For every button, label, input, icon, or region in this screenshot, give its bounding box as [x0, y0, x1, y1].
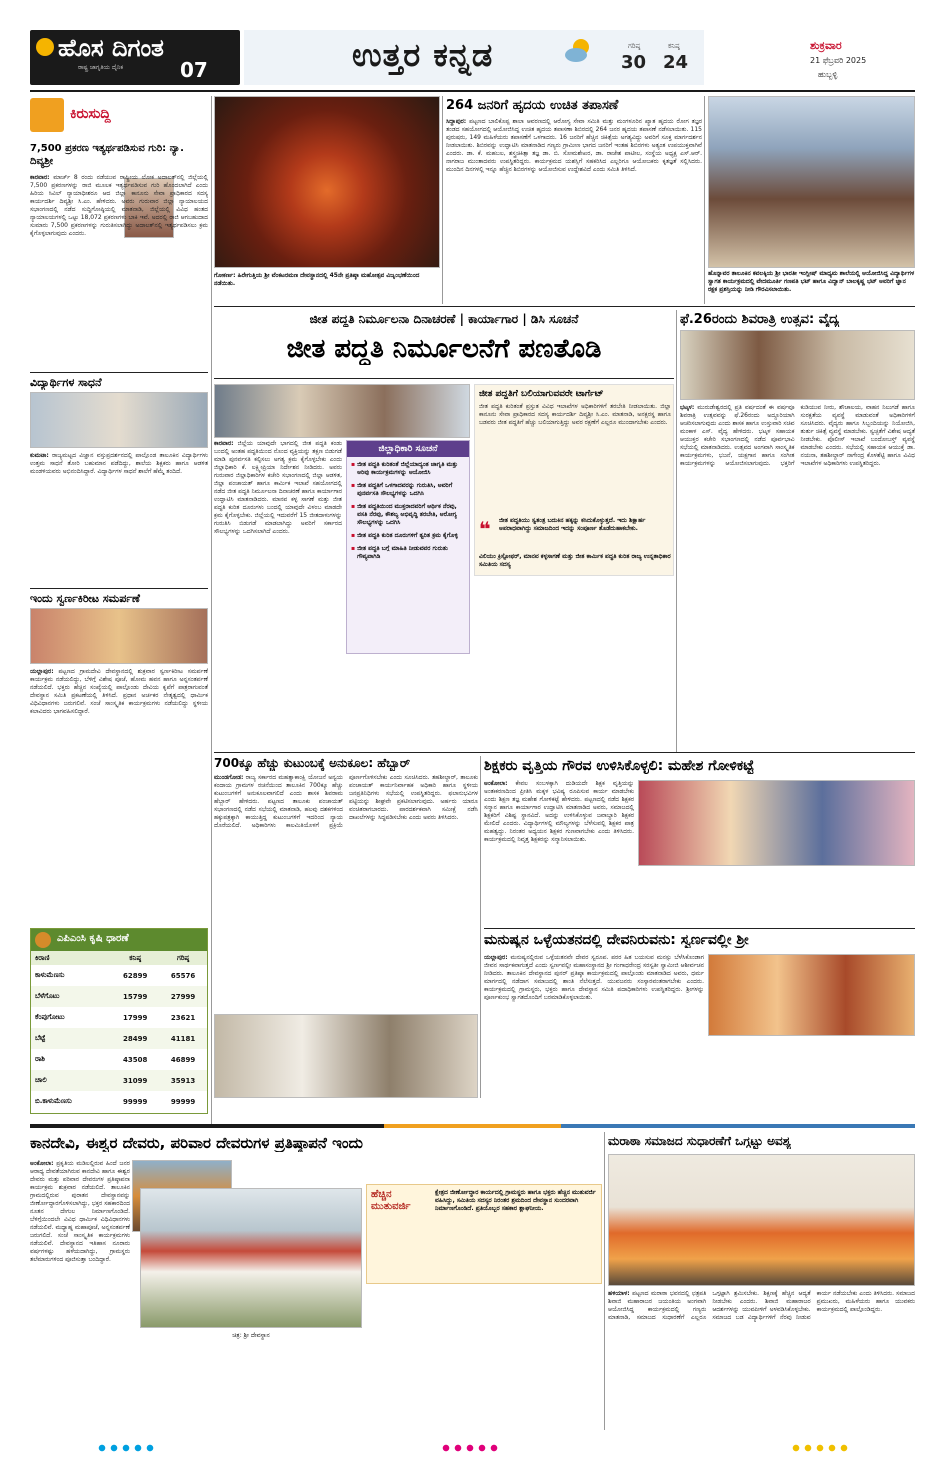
jeeta-target-box [474, 384, 674, 576]
teacher-dateline: ಅಂಕೋಲಾ: [484, 780, 508, 787]
market-min-price: 17999 [123, 1013, 148, 1022]
seven-hundred-dateline: ಮುಂಡಗೋಡ: [214, 774, 244, 781]
registration-marks-right [790, 1444, 850, 1452]
market-item-name: ಬಿ.ಕಾಳುಮೆಣಸು [35, 1097, 72, 1105]
manushya-dateline: ಯಲ್ಲಾಪುರ: [484, 954, 508, 961]
maratha-body: ಪಟ್ಟಣದ ಮರಾಠಾ ಭವನದಲ್ಲಿ ಛತ್ರಪತಿ ಶಿವಾಜಿ ಮಹಾರಾಜರ ಜಯಂತಿಯ ಅಂಗವಾಗಿ ಆಯೋಜಿಸಿದ್ದ ಕಾರ್ಯಕ್ರಮದಲ್ಲಿ ಗಣ್ಯರು ಮಾತನಾಡಿ, ಸಮಾಜದ ಸುಧಾರಣೆಗೆ ಎಲ್ಲರೂ ಒಗ್ಗಟ್ಟಾಗಿ ಶ್ರಮಿಸಬೇಕು. ಶಿಕ್ಷಣಕ್ಕೆ ಹೆಚ್ಚಿನ ಆದ್ಯತೆ ನೀಡಬೇಕು ಎಂದರು. ಶಿವಾಜಿ ಮಹಾರಾಜರ ಆದರ್ಶಗಳನ್ನು ಯುವಪೀಳಿಗೆ ಅಳವಡಿಸಿಕೊಳ್ಳಬೇಕು. ಸಮಾಜದ ಬಡ ವಿದ್ಯಾರ್ಥಿಗಳಿಗೆ ನೆರವು ನೀಡುವ ಕಾರ್ಯ ನಡೆಯಬೇಕು ಎಂದು ತಿಳಿಸಿದರು. ಸಮಾಜದ ಪ್ರಮುಖರು, ಮಹಿಳೆಯರು ಹಾಗೂ ಯುವಕರು ಕಾರ್ಯಕ್ರಮದಲ್ಲಿ ಪಾಲ್ಗೊಂಡಿದ್ದರು. [608, 1290, 915, 1321]
dc-point [351, 503, 467, 527]
maratha-headline: ಮರಾಠಾ ಸಮಾಜದ ಸುಧಾರಣೆಗೆ ಒಗ್ಗಟ್ಟು ಅವಶ್ಯ [608, 1134, 791, 1148]
jeeta-kicker: ಜೀತ ಪದ್ಧತಿ ನಿರ್ಮೂಲನಾ ದಿನಾಚರಣೆ | ಕಾರ್ಯಾಗಾರ | ಡಿಸಿ ಸೂಚನೆ [309, 312, 579, 326]
dc-point [351, 545, 467, 561]
market-min-price: 99999 [123, 1097, 148, 1106]
market-max-price: 23621 [170, 1013, 196, 1022]
teacher-headline: ಶಿಕ್ಷಕರು ವೃತ್ತಿಯ ಗೌರವ ಉಳಿಸಿಕೊಳ್ಳಲಿ: ಮಹೇಶ ಗೋಳಿಕಟ್ಟೆ [484, 758, 754, 774]
min-temp: 24 [663, 52, 689, 73]
kanadevi-box [366, 1184, 602, 1284]
kirusuddi-2-dateline: ಕುಮಟಾ: [30, 452, 49, 459]
market-row [31, 1049, 207, 1070]
page-number: 07 [180, 58, 208, 82]
market-row [31, 986, 207, 1007]
kirusuddi-1-body: ಮಾರ್ಚ್ 8 ರಂದು ನಡೆಯುವ ರಾಷ್ಟ್ರೀಯ ಲೋಕ ಅದಾಲತ್‌ನಲ್ಲಿ ಜಿಲ್ಲೆಯಲ್ಲಿ 7,500 ಪ್ರಕರಣಗಳನ್ನು ರಾಜಿ ಮೂಲಕ ಇತ್ಯರ್ಥಪಡಿಸುವ ಗುರಿ ಹೊಂದಲಾಗಿದೆ ಎಂದು ಹಿರಿಯ ಸಿವಿಲ್ ನ್ಯಾಯಾಧೀಶರೂ ಆದ ಜಿಲ್ಲಾ ಕಾನೂನು ಸೇವಾ ಪ್ರಾಧಿಕಾರದ ಸದಸ್ಯ ಕಾರ್ಯದರ್ಶಿ ದಿವ್ಯಶ್ರೀ ಸಿ.ಎಂ. ಹೇಳಿದರು. ಅವರು ಗುರುವಾರ ಜಿಲ್ಲಾ ನ್ಯಾಯಾಲಯದ ಸಭಾಂಗಣದಲ್ಲಿ ನಡೆದ ಸುದ್ದಿಗೋಷ್ಠಿಯಲ್ಲಿ ಮಾತನಾಡಿ, ಜಿಲ್ಲೆಯಲ್ಲಿ ವಿವಿಧ ಹಂತದ ನ್ಯಾಯಾಲಯಗಳಲ್ಲಿ ಒಟ್ಟು 18,072 ಪ್ರಕರಣಗಳು ಬಾಕಿ ಇವೆ. ಅದರಲ್ಲಿ ರಾಜಿ ಆಗಬಹುದಾದ ಸುಮಾರು 7,500 ಪ್ರಕರಣಗಳನ್ನು ಗುರುತಿಸಲಾಗಿದ್ದು ಅದಾಲತ್‌ನಲ್ಲಿ ಇತ್ಯರ್ಥಪಡಿಸಲು ಕ್ರಮ ಕೈಗೊಳ್ಳಲಾಗುವುದು ಎಂದರು. [30, 174, 208, 237]
market-row [31, 965, 207, 986]
jeeta-quote: ಜೀತ ಪದ್ಧತಿಯು ಸ್ವತಂತ್ರ ಬದುಕಿನ ಹಕ್ಕನ್ನು ಕಸಿದುಕೊಳ್ಳುತ್ತದೆ. ಇದು ಶಿಕ್ಷಾರ್ಹ ಅಪರಾಧವಾಗಿದ್ದು ಸಮಾಜದಿಂದ ಇದನ್ನು ಸಂಪೂರ್ಣ ತೊಡೆದುಹಾಕಬೇಕು. [499, 517, 646, 532]
market-item-name: ಬೆಟ್ಟೆ [35, 1034, 46, 1042]
seven-hundred-headline: 700ಕ್ಕೂ ಹೆಚ್ಚು ಕುಟುಂಬಕ್ಕೆ ಅನುಕೂಲ: ಹೆಬ್ಬಾರ್ [214, 756, 411, 770]
shivaratri-headline: ಫೆ.26ರಂದು ಶಿವರಾತ್ರಿ ಉತ್ಸವ: ವೈದ್ಯ [680, 312, 840, 327]
jeeta-target-body: ಜೀತ ಪದ್ಧತಿ ಕುರಿತಂತೆ ಪ್ರಸ್ತುತ ವಿವಿಧ ಇಲಾಖೆಗಳ ಅಧಿಕಾರಿಗಳಿಗೆ ತರಬೇತಿ ನೀಡಲಾಯಿತು. ಜಿಲ್ಲಾ ಕಾನೂನು ಸೇವಾ ಪ್ರಾಧಿಕಾರದ ಸದಸ್ಯ ಕಾರ್ಯದರ್ಶಿ ದಿವ್ಯಶ್ರೀ ಸಿ.ಎಂ. ಮಾತನಾಡಿ, ಅನಕ್ಷರಸ್ಥ ಹಾಗೂ ಬಡವರು ಜೀತ ಪದ್ಧತಿಗೆ ಹೆಚ್ಚು ಬಲಿಯಾಗುತ್ತಿದ್ದು ಅವರ ರಕ್ಷಣೆಗೆ ಎಲ್ಲರೂ ಮುಂದಾಗಬೇಕು ಎಂದರು. [479, 403, 671, 426]
kirusuddi-3-headline: ಇಂದು ಸ್ವರ್ಣಕಿರೀಟ ಸಮರ್ಪಣೆ [30, 592, 140, 605]
market-min-price: 31099 [123, 1076, 148, 1085]
market-max-price: 65576 [170, 971, 196, 980]
market-max-price: 27999 [170, 992, 196, 1001]
seven-hundred-body: ರಾಜ್ಯ ಸರ್ಕಾರದ ಮಹತ್ವಾಕಾಂಕ್ಷಿ ಯೋಜನೆ ಅನ್ವಯ ಕಂದಾಯ ಗ್ರಾಮಗಳ ರಚನೆಯಿಂದ ತಾಲೂಕಿನ 700ಕ್ಕೂ ಹೆಚ್ಚು ಕುಟುಂಬಗಳಿಗೆ ಅನುಕೂಲವಾಗಲಿದೆ ಎಂದು ಶಾಸಕ ಶಿವರಾಮ ಹೆಬ್ಬಾರ್ ಹೇಳಿದರು. ಪಟ್ಟಣದ ತಾಲೂಕು ಪಂಚಾಯತ್ ಸಭಾಂಗಣದಲ್ಲಿ ನಡೆದ ಸಭೆಯಲ್ಲಿ ಮಾತನಾಡಿ, ಹಲವು ದಶಕಗಳಿಂದ ಹಕ್ಕುಪತ್ರಕ್ಕಾಗಿ ಕಾಯುತ್ತಿದ್ದ ಕುಟುಂಬಗಳಿಗೆ ಇದರಿಂದ ನ್ಯಾಯ ದೊರೆಯಲಿದೆ. ಅಧಿಕಾರಿಗಳು ಕಾಲಮಿತಿಯೊಳಗೆ ಪ್ರಕ್ರಿಯೆ ಪೂರ್ಣಗೊಳಿಸಬೇಕು ಎಂದು ಸೂಚಿಸಿದರು. ತಹಶೀಲ್ದಾರ್, ತಾಲೂಕು ಪಂಚಾಯತ್ ಕಾರ್ಯನಿರ್ವಾಹಕ ಅಧಿಕಾರಿ ಹಾಗೂ ಸ್ಥಳೀಯ ಜನಪ್ರತಿನಿಧಿಗಳು ಸಭೆಯಲ್ಲಿ ಉಪಸ್ಥಿತರಿದ್ದರು. ಫಲಾನುಭವಿಗಳ ಪಟ್ಟಿಯನ್ನು ಶೀಘ್ರವೇ ಪ್ರಕಟಿಸಲಾಗುವುದು. ಅರ್ಹರು ಯಾರೂ ವಂಚಿತರಾಗಬಾರದು. ಪಾರದರ್ಶಕವಾಗಿ ಸಮೀಕ್ಷೆ ನಡೆಸಿ ದಾಖಲೆಗಳನ್ನು ಸಿದ್ಧಪಡಿಸಬೇಕು ಎಂದು ಅವರು ತಿಳಿಸಿದರು. [214, 774, 478, 829]
shivaratri-body: ಮುರುಡೇಶ್ವರದಲ್ಲಿ ಪ್ರತಿ ವರ್ಷದಂತೆ ಈ ವರ್ಷವೂ ಶಿವರಾತ್ರಿ ಉತ್ಸವವನ್ನು ಫೆ.26ರಂದು ಅದ್ದೂರಿಯಾಗಿ ಆಚರಿಸಲಾಗುವುದು ಎಂದು ಶಾಸಕ ಹಾಗೂ ಉಸ್ತುವಾರಿ ಸಚಿವ ಮಂಕಾಳ ಎಸ್. ವೈದ್ಯ ಹೇಳಿದರು. ಭಟ್ಕಳ ಸಹಾಯಕ ಆಯುಕ್ತರ ಕಚೇರಿ ಸಭಾಂಗಣದಲ್ಲಿ ನಡೆದ ಪೂರ್ವಭಾವಿ ಸಭೆಯಲ್ಲಿ ಮಾತನಾಡಿದರು. ಉತ್ಸವದ ಅಂಗವಾಗಿ ಸಾಂಸ್ಕೃತಿಕ ಕಾರ್ಯಕ್ರಮಗಳು, ಭಜನೆ, ಯಕ್ಷಗಾನ ಹಾಗೂ ಸಂಗೀತ ಕಾರ್ಯಕ್ರಮಗಳನ್ನು ಆಯೋಜಿಸಲಾಗುವುದು. ಭಕ್ತರಿಗೆ ಕುಡಿಯುವ ನೀರು, ಶೌಚಾಲಯ, ವಾಹನ ನಿಲುಗಡೆ ಹಾಗೂ ಸುರಕ್ಷತೆಯ ವ್ಯವಸ್ಥೆ ಮಾಡುವಂತೆ ಅಧಿಕಾರಿಗಳಿಗೆ ಸೂಚಿಸಿದರು. ವೈದ್ಯರು ಹಾಗೂ ಸಿಬ್ಬಂದಿಯನ್ನು ನಿಯೋಜಿಸಿ, ತುರ್ತು ಚಿಕಿತ್ಸೆ ವ್ಯವಸ್ಥೆ ಮಾಡಬೇಕು. ಸ್ವಚ್ಛತೆಗೆ ವಿಶೇಷ ಆದ್ಯತೆ ನೀಡಬೇಕು. ಪೊಲೀಸ್ ಇಲಾಖೆ ಬಂದೋಬಸ್ತ್ ವ್ಯವಸ್ಥೆ ಮಾಡಬೇಕು ಎಂದರು. ಸಭೆಯಲ್ಲಿ ಸಹಾಯಕ ಆಯುಕ್ತೆ ಡಾ. ನಯನಾ, ತಹಶೀಲ್ದಾರ್ ನಾಗೇಂದ್ರ ಕೊಳಶೆಟ್ಟಿ ಹಾಗೂ ವಿವಿಧ ಇಲಾಖೆಗಳ ಅಧಿಕಾರಿಗಳು ಉಪಸ್ಥಿತರಿದ್ದರು. [680, 404, 915, 467]
kirusuddi-3-dateline: ಯಲ್ಲಾಪುರ: [30, 668, 54, 675]
swamiji-photo [708, 954, 915, 1036]
bullet-icon: ▪ [351, 503, 356, 510]
bullet-icon: ▪ [351, 545, 356, 552]
manushya-headline: ಮನುಷ್ಯನ ಒಳ್ಳೆಯತನದಲ್ಲಿ ದೇವನಿರುವನು: ಸ್ವರ್ಣವಲ್ಲೀ ಶ್ರೀ [484, 932, 749, 948]
maratha-dateline: ಹಳಿಯಾಳ: [608, 1290, 630, 1297]
bullet-icon: ▪ [351, 461, 356, 468]
market-item-name: ರಾಶಿ [35, 1055, 46, 1063]
registration-marks-center [440, 1444, 500, 1452]
dc-box-title: ಜಿಲ್ಲಾಧಿಕಾರಿ ಸೂಚನೆ [347, 441, 469, 457]
market-row [31, 1028, 207, 1049]
kirusuddi-1-headline: 7,500 ಪ್ರಕರಣ ಇತ್ಯರ್ಥಪಡಿಸುವ ಗುರಿ: ನ್ಯಾ. ದಿವ್ಯಶ್ರೀ [30, 143, 184, 167]
school-award-photo [708, 96, 915, 268]
market-min-price: 62899 [123, 971, 148, 980]
dc-point-text: ಜೀತ ಪದ್ಧತಿಯಿಂದ ಮುಕ್ತರಾದವರಿಗೆ ಆರ್ಥಿಕ ನೆರವು, ವಸತಿ ನೆರವು, ಕೌಶಲ್ಯ ಅಭಿವೃದ್ಧಿ ತರಬೇತಿ, ಆರೋಗ್ಯ ಸೌಲಭ್ಯಗಳನ್ನು ಒದಗಿಸಿ [357, 503, 457, 526]
market-row [31, 1070, 207, 1091]
market-min-price: 28499 [123, 1034, 148, 1043]
market-col-item: ಕಿರಾಣಿ [35, 953, 50, 962]
new-temple-photo [140, 1188, 362, 1328]
hand-pointer-icon [30, 98, 64, 132]
market-item-name: ಬೆಳೆಗೊಟು [35, 992, 60, 1000]
kanadevi-box-title: ಹೆಚ್ಚಿನ ಮುತುವರ್ಜಿ [371, 1189, 411, 1212]
dc-point [351, 461, 467, 477]
dc-point [351, 482, 467, 498]
market-min-price: 15799 [123, 992, 148, 1001]
kanadevi-box-body: ಕ್ಷೇತ್ರದ ಜೀರ್ಣೋದ್ಧಾರ ಕಾರ್ಯದಲ್ಲಿ ಗ್ರಾಮಸ್ಥರು ಹಾಗೂ ಭಕ್ತರು ಹೆಚ್ಚಿನ ಮುತುವರ್ಜಿ ವಹಿಸಿದ್ದು, ಸಮಿತಿಯ ಸದಸ್ಯರ ನಿರಂತರ ಶ್ರಮದಿಂದ ದೇವಸ್ಥಾನ ಸುಂದರವಾಗಿ ನಿರ್ಮಾಣಗೊಂಡಿದೆ. ಪ್ರತಿಯೊಬ್ಬರ ಸಹಕಾರ ಶ್ಲಾಘನೀಯ. [435, 1189, 596, 1212]
quote-icon: ❝ [479, 517, 491, 541]
shivaratri-photo [680, 330, 915, 400]
kanadevi-dateline: ಅಂಕೋಲಾ: [30, 1160, 54, 1167]
crown-ceremony-photo [30, 608, 208, 664]
market-max-price: 35913 [170, 1076, 196, 1085]
weather-icon [563, 36, 593, 66]
market-item-name: ಕೆಂಪುಗೋಟು [35, 1013, 65, 1021]
market-table [30, 928, 208, 1114]
produce-icon [35, 932, 51, 948]
market-item-name: ಕಾಳುಮೆಣಸು [35, 971, 65, 979]
market-max-price: 46899 [170, 1055, 196, 1064]
teacher-body: ಕೇವಲ ಸಂಬಳಕ್ಕಾಗಿ ದುಡಿಯದೇ ಶಿಕ್ಷಕ ವೃತ್ತಿಯನ್ನು ಅಂತಃಕರಣದಿಂದ ಪ್ರೀತಿಸಿ ಮಕ್ಕಳ ಭವಿಷ್ಯ ರೂಪಿಸುವ ಕಾರ್ಯ ಮಾಡಬೇಕು ಎಂದು ಶಿಕ್ಷಣ ತಜ್ಞ ಮಹೇಶ ಗೋಳಿಕಟ್ಟೆ ಹೇಳಿದರು. ಪಟ್ಟಣದಲ್ಲಿ ನಡೆದ ಶಿಕ್ಷಕರ ಸನ್ಮಾನ ಹಾಗೂ ಕಾರ್ಯಾಗಾರ ಉದ್ಘಾಟಿಸಿ ಮಾತನಾಡಿದ ಅವರು, ಸಮಾಜದಲ್ಲಿ ಶಿಕ್ಷಕರಿಗೆ ವಿಶಿಷ್ಟ ಸ್ಥಾನವಿದೆ. ಅದನ್ನು ಉಳಿಸಿಕೊಳ್ಳುವ ಜವಾಬ್ದಾರಿ ಶಿಕ್ಷಕರ ಮೇಲಿದೆ ಎಂದರು. ವಿದ್ಯಾರ್ಥಿಗಳಲ್ಲಿ ಮೌಲ್ಯಗಳನ್ನು ಬೆಳೆಸುವಲ್ಲಿ ಶಿಕ್ಷಕರ ಪಾತ್ರ ಮಹತ್ವದ್ದು. ನಿರಂತರ ಅಧ್ಯಯನ ಶಿಕ್ಷಕರ ಗುಣವಾಗಬೇಕು ಎಂದು ತಿಳಿಸಿದರು. ಕಾರ್ಯಕ್ರಮದಲ್ಲಿ ನಿವೃತ್ತ ಶಿಕ್ಷಕರನ್ನು ಸನ್ಮಾನಿಸಲಾಯಿತು. [484, 780, 634, 843]
market-item-name: ಚಾಲಿ [35, 1076, 47, 1084]
market-max-price: 99999 [170, 1097, 196, 1106]
kanadevi-photo-caption: ಚಿತ್ರ: ಶ್ರೀ ದೇವಸ್ಥಾನ [232, 1332, 270, 1339]
teacher-photo [638, 780, 915, 866]
shivaratri-dateline: ಭಟ್ಕಳ: [680, 404, 695, 411]
market-min-price: 43508 [123, 1055, 148, 1064]
dc-point-text: ಜೀತ ಪದ್ಧತಿ ಕುರಿತ ದೂರುಗಳಿಗೆ ತ್ವರಿತ ಕ್ರಮ ಕೈಗೊಳ್ಳಿ [357, 532, 458, 539]
dc-point-text: ಜೀತ ಪದ್ಧತಿ ಕುರಿತಂತೆ ಜಿಲ್ಲೆಯಾದ್ಯಂತ ಜಾಗೃತಿ ಮತ್ತು ಅರಿವು ಕಾರ್ಯಕ್ರಮಗಳನ್ನು ಆಯೋಜಿಸಿ [357, 461, 458, 476]
registration-marks-left [96, 1444, 156, 1452]
weekday: ಶುಕ್ರವಾರ [810, 39, 842, 52]
jeeta-dateline: ಕಾರವಾರ: [214, 440, 234, 447]
kanadevi-body: ಪ್ರಕೃತಿಯ ಮಡಿಲಲ್ಲಿರುವ ಹಿಂದೆ ಜನರ ಆರಾಧ್ಯ ದೇವತೆಯಾಗಿರುವ ಕಾನದೇವಿ ಹಾಗೂ ಈಶ್ವರ ದೇವರು ಮತ್ತು ಪರಿವಾರ ದೇವರುಗಳ ಪ್ರತಿಷ್ಠಾಪನಾ ಕಾರ್ಯಕ್ರಮ ಶುಕ್ರವಾರ ನಡೆಯಲಿದೆ. ತಾಲೂಕಿನ ಗ್ರಾಮದಲ್ಲಿರುವ ಪುರಾತನ ದೇವಸ್ಥಾನವನ್ನು ಜೀರ್ಣೋದ್ಧಾರಗೊಳಿಸಲಾಗಿದ್ದು, ಭಕ್ತರ ಸಹಕಾರದಿಂದ ನೂತನ ದೇಗುಲ ನಿರ್ಮಾಣಗೊಂಡಿದೆ. ಬೆಳಿಗ್ಗೆಯಿಂದಲೇ ವಿವಿಧ ಧಾರ್ಮಿಕ ವಿಧಿವಿಧಾನಗಳು ನಡೆಯಲಿವೆ. ಮಧ್ಯಾಹ್ನ ಮಹಾಪೂಜೆ, ಅನ್ನಸಂತರ್ಪಣೆ ಜರುಗಲಿದೆ. ಸಂಜೆ ಸಾಂಸ್ಕೃತಿಕ ಕಾರ್ಯಕ್ರಮಗಳು ನಡೆಯಲಿವೆ. ದೇವಸ್ಥಾನದ ಇತಿಹಾಸ ನೂರಾರು ವರ್ಷಗಳಷ್ಟು ಹಳೆಯದಾಗಿದ್ದು, ಗ್ರಾಮಸ್ಥರು ತಲೆಮಾರುಗಳಿಂದ ಪೂಜಿಸುತ್ತಾ ಬಂದಿದ್ದಾರೆ. [30, 1160, 130, 1263]
city: ಹುಬ್ಬಳ್ಳಿ [818, 70, 838, 79]
kirusuddi-1-dateline: ಕಾರವಾರ: [30, 174, 50, 181]
kirusuddi-label: ಕಿರುಸುದ್ದಿ [70, 106, 111, 122]
dc-point-text: ಜೀತ ಪದ್ಧತಿ ಬಗ್ಗೆ ಮಾಹಿತಿ ನೀಡುವವರ ಗುರುತು ಗೌಪ್ಯವಾಗಿಡಿ [357, 545, 448, 560]
max-temp: 30 [621, 52, 647, 73]
kirusuddi-tag [30, 96, 130, 132]
bullet-icon: ▪ [351, 482, 356, 489]
students-photo [30, 392, 208, 448]
edition-title: ಉತ್ತರ ಕನ್ನಡ [352, 36, 494, 74]
temple-photo [214, 96, 440, 268]
school-award-caption: ಹೊನ್ನಾವರ ತಾಲೂಕಿನ ಕವಲಕ್ಕಿಯ ಶ್ರೀ ಭಾರತೀ ಇಂಗ್ಲೀಷ್ ಮಾಧ್ಯಮ ಶಾಲೆಯಲ್ಲಿ ಆಯೋಜಿಸಿದ್ದ ವಿದ್ಯಾರ್ಥಿಗಳ ಸ್ವಾಗತ ಕಾರ್ಯಕ್ರಮದಲ್ಲಿ ವೇದಮೂರ್ತಿ ಗಣಪತಿ ಭಟ್ ಹಾಗೂ ವಿದ್ವಾನ್ ಬಾಲಕೃಷ್ಣ ಭಟ್ ಅವರಿಗೆ ಜ್ಞಾನ ರಕ್ಷಕ ಪ್ರಶಸ್ತಿಯನ್ನು ನೀಡಿ ಗೌರವಿಸಲಾಯಿತು. [708, 270, 915, 293]
brand-name: ಹೊಸ ದಿಗಂತ [58, 34, 164, 62]
min-temp-label: ಕನಿಷ್ಠ [668, 42, 680, 50]
bullet-icon: ▪ [351, 532, 356, 539]
heart-body: ಪಟ್ಟಣದ ಬಾಲಿಕೊಪ್ಪ ಶಾಲಾ ಆವರಣದಲ್ಲಿ ಆರೋಗ್ಯ ಸೇವಾ ಸಮಿತಿ ಮತ್ತು ಮಂಗಳೂರಿನ ಖ್ಯಾತ ಹೃದಯ ರೋಗ ತಜ್ಞರ ತಂಡದ ಸಹಯೋಗದಲ್ಲಿ ಆಯೋಜಿಸಿದ್ದ ಉಚಿತ ಹೃದಯ ತಪಾಸಣಾ ಶಿಬಿರದಲ್ಲಿ 264 ಜನರ ಹೃದಯ ತಪಾಸಣೆ ನಡೆಸಲಾಯಿತು. 115 ಪುರುಷರು, 149 ಮಹಿಳೆಯರು ತಪಾಸಣೆಗೆ ಒಳಗಾದರು. 16 ಜನರಿಗೆ ಹೆಚ್ಚಿನ ಚಿಕಿತ್ಸೆಯ ಅಗತ್ಯವಿದ್ದು ಅವರಿಗೆ ಸೂಕ್ತ ಮಾರ್ಗದರ್ಶನ ನೀಡಲಾಯಿತು. ಶಿಬಿರವನ್ನು ಉದ್ಘಾಟಿಸಿ ಮಾತನಾಡಿದ ಗಣ್ಯರು ಗ್ರಾಮೀಣ ಭಾಗದ ಜನರಿಗೆ ಇಂತಹ ಶಿಬಿರಗಳು ಅತ್ಯಂತ ಉಪಯುಕ್ತವಾಗಿವೆ ಎಂದರು. ಡಾ. ಕೆ. ಮಹಬಲ, ಶಸ್ತ್ರಚಿಕಿತ್ಸಾ ತಜ್ಞ ಡಾ. ಬಿ. ಸೋಮಶೇಖರ, ಡಾ. ರಾಜೇಶ ಪಾಟೀಲ, ಸಂಸ್ಥೆಯ ಅಧ್ಯಕ್ಷ ಎಸ್.ಆರ್. ನಾಗರಾಜ ಮುಂತಾದವರು ಉಪಸ್ಥಿತರಿದ್ದರು. ಕಾರ್ಯಕ್ರಮದ ಯಶಸ್ಸಿಗೆ ಸಹಕರಿಸಿದ ಎಲ್ಲರಿಗೂ ಆಯೋಜಕರು ಕೃತಜ್ಞತೆ ಸಲ್ಲಿಸಿದರು. ಮುಂದಿನ ದಿನಗಳಲ್ಲಿ ಇನ್ನೂ ಹೆಚ್ಚಿನ ಶಿಬಿರಗಳನ್ನು ಆಯೋಜಿಸುವ ಉದ್ದೇಶವಿದೆ ಎಂದು ಸಮಿತಿ ತಿಳಿಸಿದೆ. [446, 118, 702, 173]
dc-point [351, 532, 467, 540]
jeeta-target-title: ಜೀತ ಪದ್ಧತಿಗೆ ಬಲಿಯಾಗುವವರೇ ಟಾರ್ಗೆಟ್ [479, 389, 604, 399]
dc-point-text: ಜೀತ ಪದ್ಧತಿಗೆ ಒಳಗಾದವರನ್ನು ಗುರುತಿಸಿ, ಅವರಿಗೆ ಪುನರ್ವಸತಿ ಸೌಲಭ್ಯಗಳನ್ನು ಒದಗಿಸಿ [357, 482, 453, 497]
jeeta-quote-author: ವಿಲಿಯಂ ಕ್ರಿಸ್ಟೋಫರ್, ಮಾನವ ಕಳ್ಳಸಾಗಣೆ ಮತ್ತು ಜೀತ ಕಾರ್ಮಿಕ ಪದ್ಧತಿ ಕುರಿತ ರಾಜ್ಯ ಉನ್ನತಾಧಿಕಾರ ಸಮಿತಿಯ ಸದಸ್ಯ [479, 553, 671, 568]
kirusuddi-2-headline: ವಿದ್ಯಾರ್ಥಿಗಳ ಸಾಧನೆ [30, 376, 102, 389]
kirusuddi-column [30, 96, 208, 1116]
tagline: ರಾಷ್ಟ್ರ ಜಾಗೃತಿಯ ದೈನಿಕ [78, 64, 124, 71]
market-row [31, 1091, 207, 1112]
jeeta-body: ಜಿಲ್ಲೆಯ ಯಾವುದೇ ಭಾಗದಲ್ಲಿ ಜೀತ ಪದ್ಧತಿ ಕಂಡು ಬಂದಲ್ಲಿ ಅಂತಹ ಪದ್ಧತಿಯಿಂದ ನೊಂದ ವ್ಯಕ್ತಿಯನ್ನು ತಕ್ಷಣ ಬಿಡುಗಡೆ ಮಾಡಿ ಪುನರ್ವಸತಿ ಕಲ್ಪಿಸಲು ಅಗತ್ಯ ಕ್ರಮ ಕೈಗೊಳ್ಳಬೇಕು ಎಂದು ಜಿಲ್ಲಾಧಿಕಾರಿ ಕೆ. ಲಕ್ಷ್ಮೀಪ್ರಿಯಾ ನಿರ್ದೇಶನ ನೀಡಿದರು. ಅವರು ಗುರುವಾರ ಜಿಲ್ಲಾಧಿಕಾರಿಗಳ ಕಚೇರಿ ಸಭಾಂಗಣದಲ್ಲಿ ಜಿಲ್ಲಾ ಆಡಳಿತ, ಜಿಲ್ಲಾ ಪಂಚಾಯತ್ ಹಾಗೂ ಕಾರ್ಮಿಕ ಇಲಾಖೆ ಸಹಯೋಗದಲ್ಲಿ ನಡೆದ ಜೀತ ಪದ್ಧತಿ ನಿರ್ಮೂಲನಾ ದಿನಾಚರಣೆ ಹಾಗೂ ಕಾರ್ಯಾಗಾರ ಉದ್ಘಾಟಿಸಿ ಮಾತನಾಡಿದರು. ಮಾನವ ಕಳ್ಳ ಸಾಗಣೆ ಮತ್ತು ಜೀತ ಪದ್ಧತಿ ಕುರಿತ ದೂರುಗಳು ಬಂದಲ್ಲಿ ಯಾವುದೇ ವಿಳಂಬ ಮಾಡದೇ ಕ್ರಮ ಕೈಗೊಳ್ಳಬೇಕು. ಜಿಲ್ಲೆಯಲ್ಲಿ ಇದುವರೆಗೆ 15 ಜೀತದಾಳುಗಳನ್ನು ಗುರುತಿಸಿ ಬಿಡುಗಡೆ ಮಾಡಲಾಗಿದ್ದು ಅವರಿಗೆ ಸರ್ಕಾರದ ಸೌಲಭ್ಯಗಳನ್ನು ಒದಗಿಸಲಾಗಿದೆ ಎಂದರು. [214, 440, 342, 535]
manushya-body: ಮನುಷ್ಯನಲ್ಲಿರುವ ಒಳ್ಳೆಯತನವೇ ದೇವರ ಸ್ವರೂಪ. ಪರರ ಹಿತ ಬಯಸುವ ಮನಸ್ಸು ಬೆಳೆಸಿಕೊಂಡಾಗ ಜೀವನ ಸಾರ್ಥಕವಾಗುತ್ತದೆ ಎಂದು ಸ್ವರ್ಣವಲ್ಲೀ ಮಹಾಸಂಸ್ಥಾನದ ಶ್ರೀ ಗಂಗಾಧರೇಂದ್ರ ಸರಸ್ವತೀ ಸ್ವಾಮೀಜಿ ಆಶೀರ್ವಚನ ನೀಡಿದರು. ತಾಲೂಕಿನ ದೇವಸ್ಥಾನದ ಪುನರ್ ಪ್ರತಿಷ್ಠಾ ಕಾರ್ಯಕ್ರಮದಲ್ಲಿ ಪಾಲ್ಗೊಂಡು ಮಾತನಾಡಿದ ಅವರು, ಧರ್ಮ ಮಾರ್ಗದಲ್ಲಿ ನಡೆದಾಗ ಸಮಾಜದಲ್ಲಿ ಶಾಂತಿ ನೆಲೆಸುತ್ತದೆ. ಯುವಜನರು ಸಂಸ್ಕಾರವಂತರಾಗಬೇಕು ಎಂದರು. ಕಾರ್ಯಕ್ರಮದಲ್ಲಿ ಗ್ರಾಮಸ್ಥರು, ಭಕ್ತರು ಹಾಗೂ ದೇವಸ್ಥಾನ ಸಮಿತಿ ಪದಾಧಿಕಾರಿಗಳು ಉಪಸ್ಥಿತರಿದ್ದರು. ಶ್ರೀಗಳನ್ನು ಪೂರ್ಣಕುಂಭ ಸ್ವಾಗತದೊಂದಿಗೆ ಬರಮಾಡಿಕೊಳ್ಳಲಾಯಿತು. [484, 954, 704, 1001]
market-row [31, 1007, 207, 1028]
max-temp-label: ಗರಿಷ್ಠ [628, 42, 641, 50]
market-col-min: ಕನಿಷ್ಠ [129, 953, 142, 962]
market-title: ಎಪಿಎಂಸಿ ಕೃಷಿ ಧಾರಣೆ [57, 933, 129, 944]
dc-instructions-box [346, 440, 470, 654]
brand-emblem-icon [36, 38, 54, 56]
heart-dateline: ಸಿದ್ದಾಪುರ: [446, 118, 467, 125]
kirusuddi-3-body: ಪಟ್ಟಣದ ಗ್ರಾಮದೇವಿ ದೇವಸ್ಥಾನದಲ್ಲಿ ಶುಕ್ರವಾರ ಸ್ವರ್ಣಕಿರೀಟ ಸಮರ್ಪಣೆ ಕಾರ್ಯಕ್ರಮ ನಡೆಯಲಿದ್ದು, ಬೆಳಿಗ್ಗೆ ವಿಶೇಷ ಪೂಜೆ, ಹೋಮ ಹವನ ಹಾಗೂ ಅನ್ನಸಂತರ್ಪಣೆ ನಡೆಯಲಿದೆ. ಭಕ್ತರು ಹೆಚ್ಚಿನ ಸಂಖ್ಯೆಯಲ್ಲಿ ಪಾಲ್ಗೊಂಡು ದೇವಿಯ ಕೃಪೆಗೆ ಪಾತ್ರರಾಗುವಂತೆ ದೇವಸ್ಥಾನ ಸಮಿತಿ ಪ್ರಕಟಣೆಯಲ್ಲಿ ತಿಳಿಸಿದೆ. ಪ್ರಧಾನ ಅರ್ಚಕರ ನೇತೃತ್ವದಲ್ಲಿ ಧಾರ್ಮಿಕ ವಿಧಿವಿಧಾನಗಳು ಜರುಗಲಿವೆ. ಸಂಜೆ ಸಾಂಸ್ಕೃತಿಕ ಕಾರ್ಯಕ್ರಮಗಳು ನಡೆಯಲಿದ್ದು ಸ್ಥಳೀಯ ಕಲಾವಿದರು ಭಾಗವಹಿಸಲಿದ್ದಾರೆ. [30, 668, 208, 715]
kirusuddi-2-body: ರಾಜ್ಯಮಟ್ಟದ ವಿಜ್ಞಾನ ವಸ್ತುಪ್ರದರ್ಶನದಲ್ಲಿ ಪಾಲ್ಗೊಂಡ ತಾಲೂಕಿನ ವಿದ್ಯಾರ್ಥಿಗಳು ಉತ್ತಮ ಸಾಧನೆ ತೋರಿ ಬಹುಮಾನ ಪಡೆದಿದ್ದು, ಶಾಲೆಯ ಶಿಕ್ಷಕರು ಹಾಗೂ ಆಡಳಿತ ಮಂಡಳಿಯವರು ಅಭಿನಂದಿಸಿದ್ದಾರೆ. ವಿದ್ಯಾರ್ಥಿಗಳ ಸಾಧನೆ ಶಾಲೆಗೆ ಹೆಮ್ಮೆ ತಂದಿದೆ. [30, 452, 208, 475]
jeeta-headline: ಜೀತ ಪದ್ಧತಿ ನಿರ್ಮೂಲನೆಗೆ ಪಣತೊಡಿ [286, 334, 602, 364]
heart-headline: 264 ಜನರಿಗೆ ಹೃದಯ ಉಚಿತ ತಪಾಸಣೆ [446, 98, 619, 113]
meeting-photo [214, 1014, 478, 1098]
issue-date: 21 ಫೆಬ್ರವರಿ 2025 [810, 56, 867, 65]
market-col-max: ಗರಿಷ್ಠ [176, 953, 190, 962]
market-max-price: 41181 [170, 1034, 196, 1043]
masthead [0, 0, 945, 92]
kanadevi-headline: ಕಾನದೇವಿ, ಈಶ್ವರ ದೇವರು, ಪರಿವಾರ ದೇವರುಗಳ ಪ್ರತಿಷ್ಠಾಪನೆ ಇಂದು [30, 1134, 363, 1152]
temple-photo-caption: ಗೋಕರ್ಣ: ಹಿರೇಗುತ್ತಿಯ ಶ್ರೀ ವೆಂಕಟರಮಣ ದೇವಸ್ಥಾನದಲ್ಲಿ 45ನೇ ಪ್ರತಿಷ್ಠಾ ಮಹೋತ್ಸವ ವಿಜೃಂಭಣೆಯಿಂದ ನಡೆಯಿತು. [214, 272, 420, 287]
maratha-photo [608, 1154, 915, 1286]
section-divider [30, 1124, 915, 1128]
jeeta-photo [214, 384, 470, 438]
